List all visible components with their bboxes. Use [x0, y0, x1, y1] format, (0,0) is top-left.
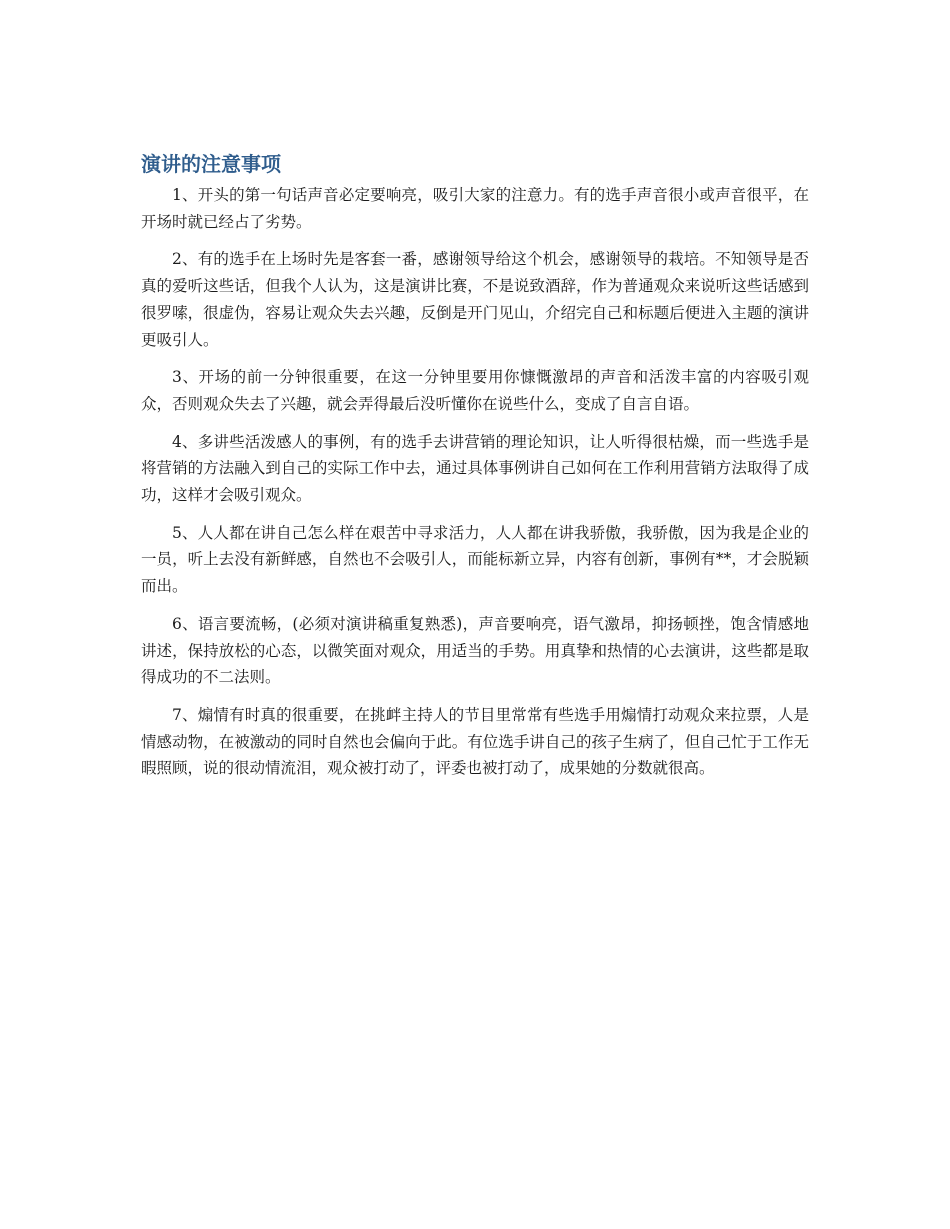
- paragraph-3: 3、开场的前一分钟很重要，在这一分钟里要用你慷慨激昂的声音和活泼丰富的内容吸引观众，否则观众失去了兴趣，就会弄得最后没听懂你在说些什么，变成了自言自语。: [141, 368, 809, 413]
- paragraph-5: 5、人人都在讲自己怎么样在艰苦中寻求活力，人人都在讲我骄傲，我骄傲，因为我是企业的一员，听上去没有新鲜感，自然也不会吸引人，而能标新立异，内容有创新，事例有**，才会脱颖而出。: [141, 523, 809, 596]
- paragraph-7: 7、煽情有时真的很重要，在挑衅主持人的节目里常常有些选手用煽情打动观众来拉票，人是情感动物，在被激动的同时自然也会偏向于此。有位选手讲自己的孩子生病了，但自己忙于工作无暇照顾，说的很动情流泪，观众被打动了，评委也被打动了，成果她的分数就很高。: [141, 705, 809, 778]
- paragraph-4: 4、多讲些活泼感人的事例，有的选手去讲营销的理论知识，让人听得很枯燥，而一些选手是将营销的方法融入到自己的实际工作中去，通过具体事例讲自己如何在工作利用营销方法取得了成功，这样才会吸引观众。: [141, 432, 809, 505]
- paragraph-1: 1、开头的第一句话声音必定要响亮，吸引大家的注意力。有的选手声音很小或声音很平，在开场时就已经占了劣势。: [141, 186, 809, 231]
- paragraph-6: 6、语言要流畅，(必须对演讲稿重复熟悉)，声音要响亮，语气激昂，抑扬顿挫，饱含情感地讲述，保持放松的心态，以微笑面对观众，用适当的手势。用真挚和热情的心去演讲，这些都是取得成功的不二法则。: [141, 614, 809, 687]
- document-title: 演讲的注意事项: [141, 152, 281, 176]
- document-body: [141, 150, 809, 793]
- paragraph-2: 2、有的选手在上场时先是客套一番，感谢领导给这个机会，感谢领导的栽培。不知领导是否真的爱听这些话，但我个人认为，这是演讲比赛，不是说致酒辞，作为普通观众来说听这些话感到很罗嗦，很虚伪，容易让观众失去兴趣，反倒是开门见山，介绍完自己和标题后便进入主题的演讲更吸引人。: [141, 250, 809, 349]
